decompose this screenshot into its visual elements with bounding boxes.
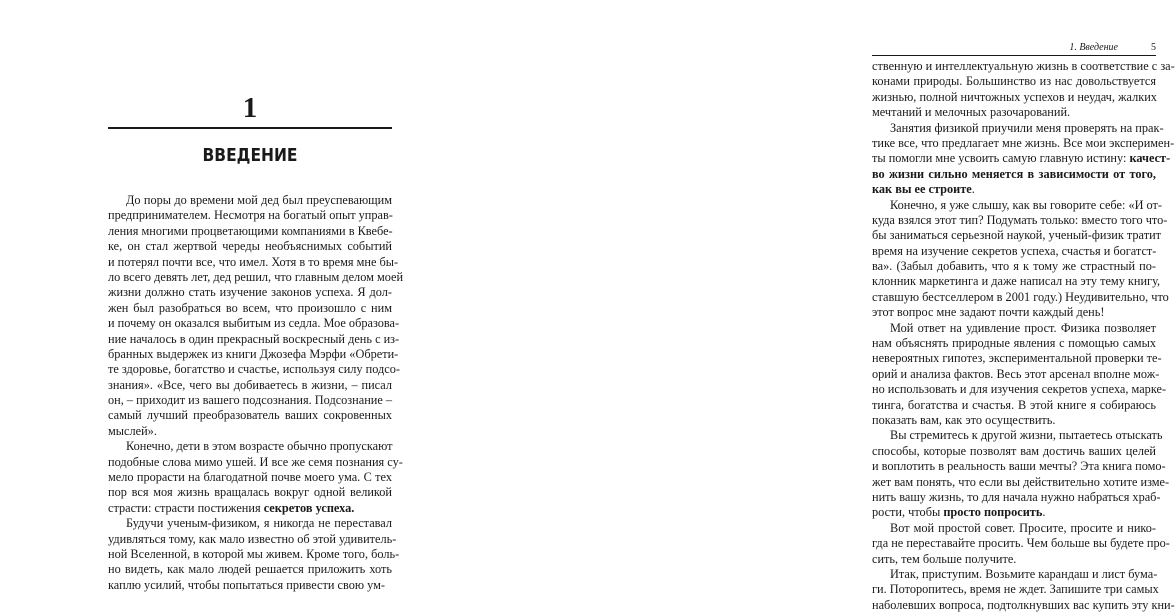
text-run: бранных выдержек из книги Джозефа Мэрфи «Обрети- bbox=[108, 346, 399, 361]
page-number: 5 bbox=[1151, 42, 1156, 53]
text-line bbox=[108, 301, 392, 316]
text-line bbox=[108, 331, 400, 347]
text-line bbox=[872, 459, 1166, 474]
text-run: Вы стремитесь к другой жизни, пытаетесь отыскать bbox=[890, 428, 1163, 443]
text-run: предпринимателем. Несмотря на богатый опыт управ- bbox=[108, 208, 393, 223]
text-line bbox=[108, 501, 392, 516]
text-run: тинга, богатства и счастья. В этой книге я собираюсь bbox=[872, 397, 1156, 412]
text-run: Конечно, дети в этом возрасте обычно пропускают bbox=[126, 439, 393, 454]
text-line bbox=[872, 321, 1156, 336]
text-line bbox=[108, 285, 392, 300]
text-run: . bbox=[1042, 505, 1046, 520]
text-run: этот вопрос мне задают почти каждый день! bbox=[872, 305, 1105, 320]
text-run: мечтаний и мелочных разочарований. bbox=[872, 105, 1071, 120]
text-line bbox=[872, 259, 1156, 274]
text-run: сить, тем больше получите. bbox=[872, 551, 1017, 566]
text-line bbox=[108, 531, 397, 547]
text-run: те здоровье, богатство и счастье, используя силу подсо- bbox=[108, 362, 400, 377]
text-line bbox=[108, 516, 392, 531]
running-head bbox=[872, 42, 1156, 54]
text-run: орий и анализа фактов. Весь этот арсенал вполне мож- bbox=[872, 366, 1160, 381]
text-run: ты помогли мне усвоить самую главную истину: bbox=[872, 151, 1130, 166]
running-head-title: 1. Введение bbox=[1069, 42, 1118, 53]
text-run: жизнью, полной ничтожных успехов и неудач, жалких bbox=[872, 89, 1157, 104]
text-run: наболевших вопроса, подтолкнувших вас купить эту кни- bbox=[872, 597, 1175, 612]
text-line bbox=[108, 378, 392, 393]
text-run: он, – приходит из вашего подсознания. Подсознание – bbox=[108, 393, 393, 408]
text-line bbox=[108, 439, 392, 454]
text-line bbox=[108, 208, 392, 223]
left-page-body-text bbox=[108, 193, 404, 593]
text-line bbox=[108, 193, 392, 208]
text-line bbox=[872, 244, 1156, 259]
text-line bbox=[108, 346, 399, 362]
text-run: ставшую бестселлером в 2001 году.) Неудивительно, что bbox=[872, 289, 1169, 304]
text-run: Итак, приступим. Возьмите карандаш и лист бума- bbox=[890, 566, 1158, 581]
text-run: . bbox=[971, 182, 975, 197]
text-line bbox=[872, 521, 1156, 536]
text-line bbox=[872, 59, 1175, 74]
text-run: знания». «Все, чего вы добиваетесь в жизни, – писал bbox=[108, 377, 392, 392]
text-run: но видеть, как мало людей решается приложить хоть bbox=[108, 562, 392, 577]
text-line bbox=[108, 408, 392, 423]
text-run: подобные слова мимо ушей. И все же семя познания су- bbox=[108, 454, 403, 469]
text-run: мело прорасти на благодатной почве моего ума. С тех bbox=[108, 470, 392, 485]
text-run: страсти: страсти постижения bbox=[108, 500, 264, 515]
text-line bbox=[108, 485, 392, 500]
text-line bbox=[108, 562, 392, 577]
text-run: бы заниматься серьезной наукой, ученый-физик тратит bbox=[872, 228, 1162, 243]
text-run: Будучи ученым-физиком, я никогда не переставал bbox=[126, 516, 392, 531]
text-line bbox=[872, 274, 1161, 289]
text-run: гда не переставайте просить. Чем больше вы будете про- bbox=[872, 536, 1170, 551]
text-line bbox=[108, 546, 400, 562]
text-run: и почему он оказался выбитым из седла. Мое образова- bbox=[108, 316, 400, 331]
text-run: каплю усилий, чтобы попытаться привести свою ум- bbox=[108, 577, 385, 592]
right-page-body-text bbox=[872, 59, 1175, 613]
text-line bbox=[872, 74, 1156, 89]
text-run: Вот мой простой совет. Просите, просите и нико- bbox=[890, 520, 1156, 535]
text-line bbox=[872, 582, 1159, 597]
text-run: и воплотить в реальность ваши мечты? Эта книга помо- bbox=[872, 459, 1166, 474]
text-line bbox=[872, 336, 1156, 351]
text-run: время на изучение секретов успеха, счастья и богатст- bbox=[872, 243, 1157, 258]
text-line bbox=[872, 182, 1156, 197]
text-line bbox=[108, 454, 403, 470]
text-line bbox=[872, 105, 1156, 120]
text-line bbox=[872, 428, 1163, 443]
bold-text-run: секретов успеха. bbox=[263, 500, 355, 515]
text-run: рости, чтобы bbox=[872, 505, 944, 520]
text-run: удивляться тому, как мало известно об этой удивитель- bbox=[108, 531, 397, 546]
text-run: ной Вселенной, в которой мы живем. Кроме того, боль- bbox=[108, 546, 400, 561]
bold-text-run: как вы ее строите bbox=[872, 182, 972, 197]
text-line bbox=[872, 305, 1156, 320]
right-page bbox=[421, 0, 1175, 612]
text-run: ления многими процветающими компаниями в Квебе- bbox=[108, 223, 393, 238]
text-line bbox=[872, 289, 1169, 305]
text-line bbox=[872, 366, 1160, 382]
bold-text-run: качест- bbox=[1129, 151, 1171, 166]
text-line bbox=[872, 552, 1156, 567]
text-line bbox=[872, 167, 1156, 182]
text-line bbox=[872, 151, 1171, 166]
text-run: ственную и интеллектуальную жизнь в соответствие с за- bbox=[872, 59, 1175, 73]
text-line bbox=[872, 351, 1162, 366]
text-line bbox=[872, 505, 1156, 520]
text-line bbox=[872, 398, 1156, 413]
text-line bbox=[108, 254, 399, 270]
text-run: жет вам понять, что если вы действительно хотите изме- bbox=[872, 474, 1170, 489]
text-line bbox=[108, 578, 392, 593]
text-line bbox=[872, 382, 1167, 397]
text-run: ке, он стал жертвой череды необъяснимых событий bbox=[108, 239, 392, 254]
text-line bbox=[872, 135, 1175, 151]
text-run: куда взялся этот тип? Подумать только: вместо того что- bbox=[872, 212, 1168, 227]
text-line bbox=[872, 489, 1161, 505]
text-run: До поры до времени мой дед был преуспевающим bbox=[126, 193, 392, 207]
text-run: ло всего девять лет, дед решил, что главным делом моей bbox=[108, 269, 404, 284]
text-run: Мой ответ на удивление прост. Физика позволяет bbox=[890, 320, 1156, 335]
text-run: но использовать и для изучения секретов успеха, марке- bbox=[872, 382, 1167, 397]
chapter-title: ВВЕДЕНИЕ bbox=[202, 145, 298, 166]
text-run: конами природы. Большинство из нас довольствуется bbox=[872, 74, 1156, 89]
text-run: ние началось в один прекрасный воскресный день с из- bbox=[108, 331, 400, 346]
bold-text-run: во жизни сильно меняется в зависимости от того, bbox=[872, 166, 1156, 181]
text-line bbox=[872, 90, 1156, 105]
text-run: жизни должно стать изучение законов успеха. Я дол- bbox=[108, 285, 392, 300]
chapter-rule bbox=[108, 127, 392, 129]
text-line bbox=[872, 120, 1164, 136]
text-run: нам объяснять природные явления с помощью самых bbox=[872, 336, 1156, 351]
text-line bbox=[108, 224, 392, 239]
text-run: самый лучший преобразователь ваших сокровенных bbox=[108, 408, 392, 423]
text-line bbox=[872, 597, 1175, 613]
text-line bbox=[108, 470, 392, 485]
text-line bbox=[872, 413, 1156, 428]
text-run: жен был разобраться во всем, что произошло с ним bbox=[108, 300, 392, 315]
text-run: мыслей». bbox=[108, 423, 157, 438]
text-run: пор вся моя жизнь вращалась вокруг одной великой bbox=[108, 485, 392, 500]
text-run: Занятия физикой приучили меня проверять на прак- bbox=[890, 120, 1164, 135]
chapter-number: 1 bbox=[242, 92, 258, 124]
text-run: Конечно, я уже слышу, как вы говорите себе: «И от- bbox=[890, 197, 1163, 212]
text-run: клонник маркетинга и даже написал на эту тему книгу, bbox=[872, 274, 1161, 289]
text-line bbox=[872, 536, 1170, 551]
text-line bbox=[872, 474, 1170, 490]
text-line bbox=[108, 269, 404, 285]
text-run: показать вам, как это осуществить. bbox=[872, 412, 1056, 427]
text-run: ги. Поторопитесь, время не ждет. Запишите три самых bbox=[872, 582, 1159, 597]
text-run: способы, которые позволят вам достичь ваших целей bbox=[872, 443, 1156, 458]
text-line bbox=[108, 239, 392, 254]
text-line bbox=[108, 362, 400, 377]
text-line bbox=[872, 444, 1156, 459]
text-run: невероятных гипотез, экспериментальной проверки те- bbox=[872, 351, 1162, 366]
text-run: нить вашу жизнь, то для начала нужно набраться храб- bbox=[872, 489, 1161, 504]
text-run: и потерял почти все, что имел. Хотя в то время мне бы- bbox=[108, 254, 399, 269]
text-run: ва». (Забыл добавить, что я к тому же страстный по- bbox=[872, 259, 1156, 274]
text-line bbox=[872, 228, 1162, 243]
text-line bbox=[108, 316, 400, 331]
left-page bbox=[0, 0, 421, 595]
text-line bbox=[108, 424, 392, 439]
text-line bbox=[108, 393, 392, 408]
running-head-rule bbox=[872, 55, 1156, 56]
text-line bbox=[872, 212, 1168, 228]
text-line bbox=[872, 197, 1163, 213]
text-line bbox=[872, 567, 1156, 582]
text-run: тике все, что предлагает мне жизнь. Все мои эксперимен- bbox=[872, 135, 1175, 150]
bold-text-run: просто попросить bbox=[943, 505, 1043, 520]
